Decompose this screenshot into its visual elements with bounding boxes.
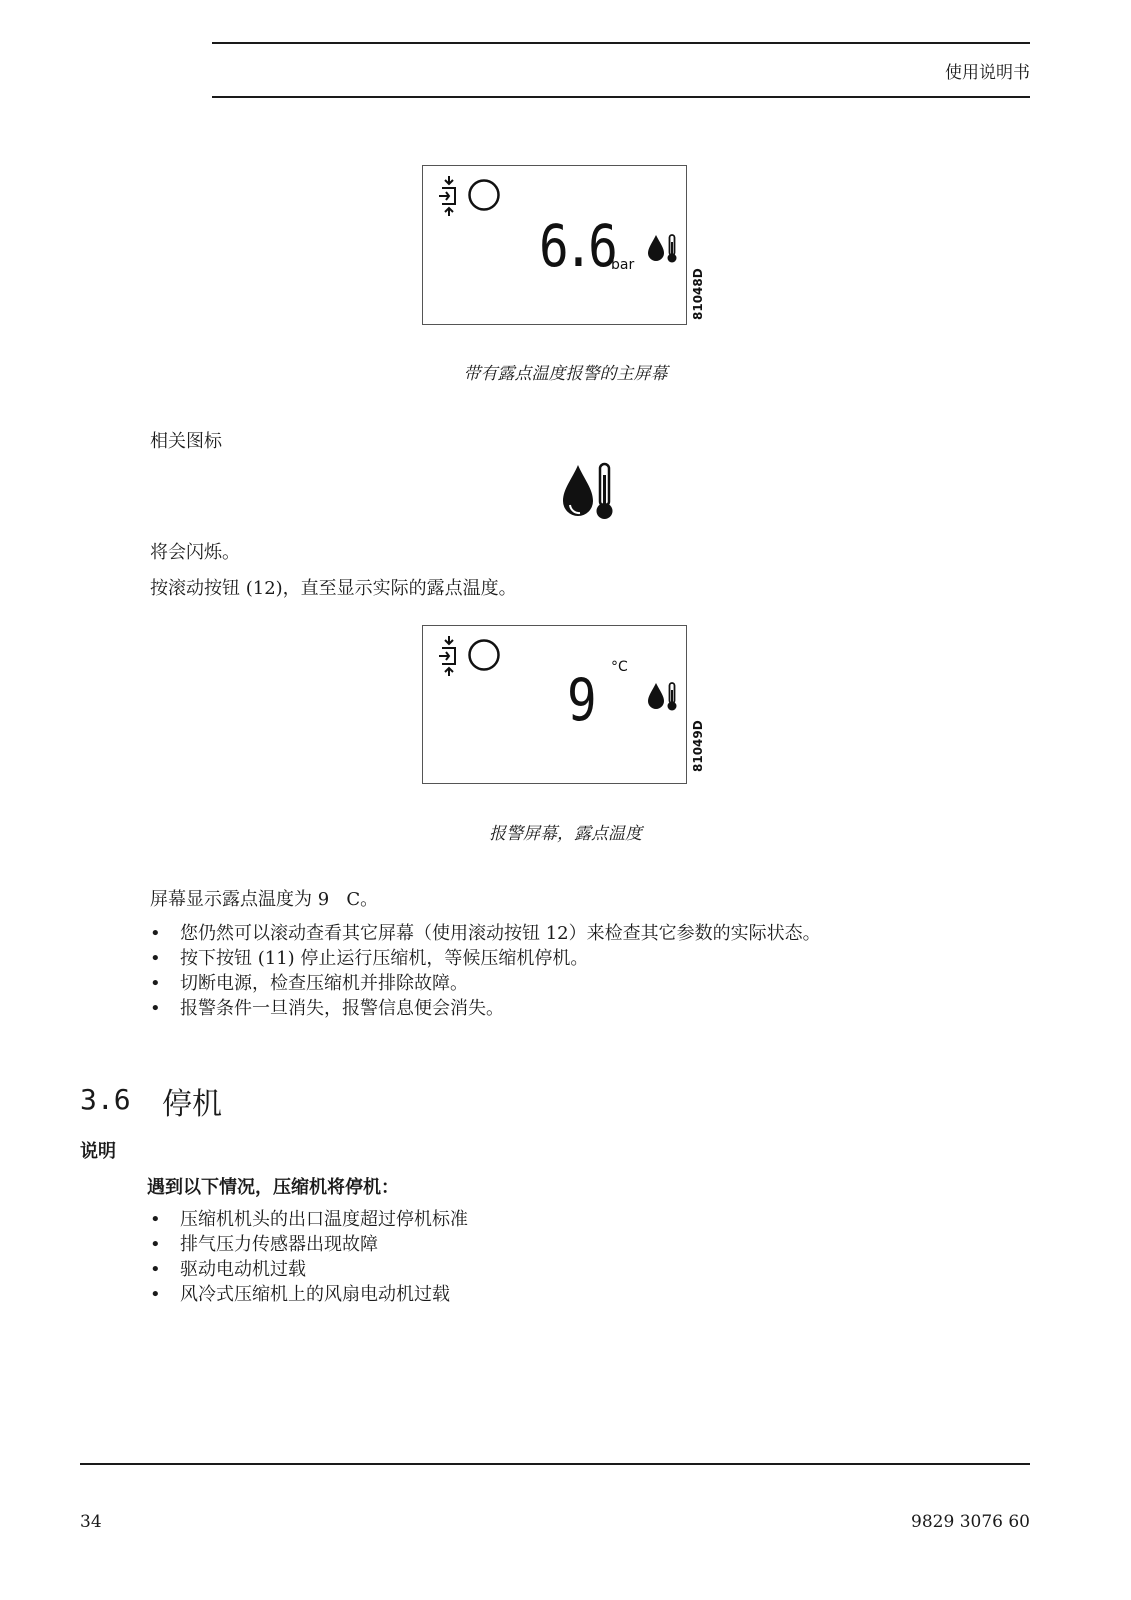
section-number: 3.6 [80, 1083, 131, 1116]
list-item: • 压缩机机头的出口温度超过停机标准 [150, 1207, 468, 1232]
pressure-unit: bar [611, 257, 635, 273]
page-number: 34 [80, 1512, 102, 1532]
compressor-load-icon [437, 636, 461, 676]
temperature-value: 9 [567, 666, 597, 734]
figure-code: 81048D [691, 268, 705, 320]
alarm-action-list [150, 921, 821, 1021]
header-top-rule [212, 42, 1030, 44]
lcd-screen-main [422, 165, 705, 325]
figure-caption: 报警屏幕，露点温度 [489, 824, 642, 844]
list-item: • 风冷式压缩机上的风扇电动机过载 [150, 1282, 468, 1307]
scroll-instruction: 按滚动按钮 (12)，直至显示实际的露点温度。 [150, 578, 517, 599]
dewpoint-alarm-icon [645, 232, 681, 264]
list-item: • 您仍然可以滚动查看其它屏幕（使用滚动按钮 12）来检查其它参数的实际状态。 [150, 921, 821, 946]
document-number: 9829 3076 60 [911, 1512, 1030, 1532]
compressor-load-icon [437, 176, 461, 216]
lcd-screen-alarm [422, 625, 705, 784]
header-title: 使用说明书 [945, 63, 1030, 83]
list-item: • 切断电源，检查压缩机并排除故障。 [150, 971, 821, 996]
figure-code: 81049D [691, 720, 705, 772]
shutdown-conditions-list [150, 1207, 468, 1307]
figure-caption: 带有露点温度报警的主屏幕 [463, 364, 668, 384]
subheading-description: 说明 [80, 1141, 116, 1162]
dewpoint-reading-text: 屏幕显示露点温度为 9 C。 [150, 889, 379, 910]
status-circle-icon [467, 638, 501, 672]
section-title: 停机 [162, 1087, 222, 1122]
list-item: • 报警条件一旦消失，报警信息便会消失。 [150, 996, 821, 1021]
list-item: • 排气压力传感器出现故障 [150, 1232, 468, 1257]
flash-text: 将会闪烁。 [150, 542, 240, 563]
list-item: • 驱动电动机过载 [150, 1257, 468, 1282]
dewpoint-alarm-icon [560, 461, 616, 521]
list-item: • 按下按钮 (11) 停止运行压缩机，等候压缩机停机。 [150, 946, 821, 971]
pressure-value: 6.6 [539, 212, 613, 280]
header-bottom-rule [212, 96, 1030, 98]
dewpoint-alarm-icon [645, 680, 681, 712]
related-icons-label: 相关图标 [150, 431, 222, 452]
status-circle-icon [467, 178, 501, 212]
footer-rule [80, 1463, 1030, 1465]
temperature-unit: °C [611, 659, 628, 675]
shutdown-intro: 遇到以下情况，压缩机将停机： [147, 1177, 399, 1198]
